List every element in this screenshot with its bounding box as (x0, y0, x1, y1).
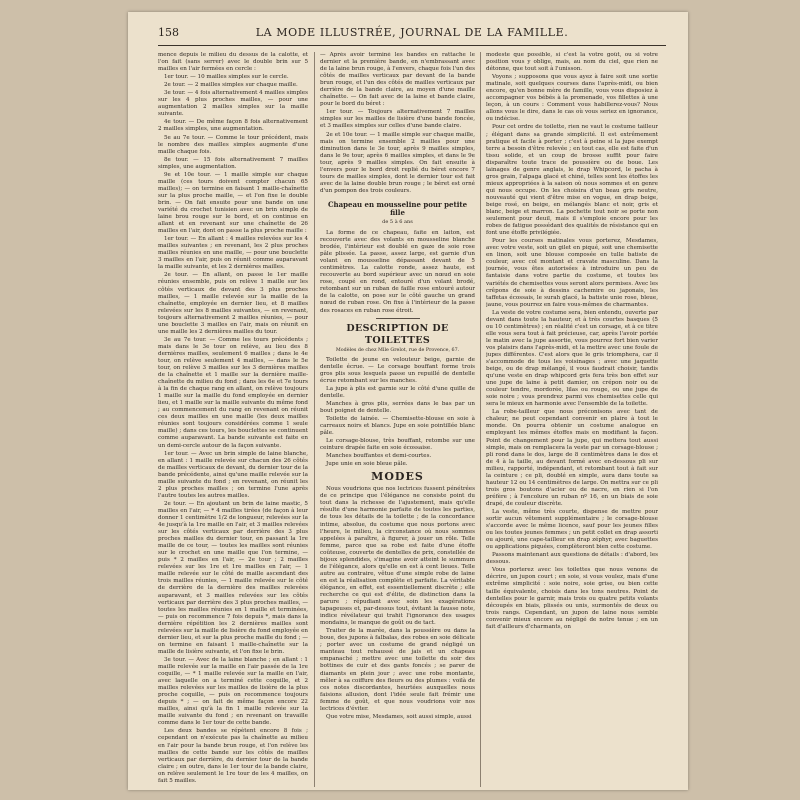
paragraph: modeste que possible, si c'est la votre goût, ou si votre position vous y oblige, mais, au nom du ciel, que rien ne détonne, que tout soit à l'unisson. (486, 52, 658, 73)
column-divider (480, 52, 481, 787)
paragraph: La robe-tailleur que nous préconisons avec tant de chaleur, ne peut cependant convenir en plaire à tout le monde. On pourra obtenir un costume analogue en employant les mêmes étoffes mais en modifiant la façon. Point de changement pour la jupe, qui mettera tout aussi simple, mais on remplacera la veste par un corsage-blouse ; pli rond dans le dos, large de 8 centimètres dans le dos et de 4 à la taille, au devant formé avec en-dessous pli sur milieu, rapporté, indépendant, et retombant tout à fait sur la ceinture ; ce pli, doublé en simple, aura dans toute sa hauteur 12 ou 14 centimètres de large. On mettra sur ce pli trois gros boutons d'acier ou de nacre, en rien si l'on préfère ; à l'encolure un ruban nº 16, en un biais de soie drapé, de couleur discrète. (486, 409, 658, 507)
section-divider (376, 318, 420, 319)
paragraph: Pour cet ordre de toilette, rien ne vaut le costume tailleur ; élégant dans sa grande simplicité. Il est extrêmement pratique et facile à porter ; c'est à peine si la jupe exempt terre a besoin d'être relevée ; en tout cas, elle est faite d'un tissu solide, et un coup de brosse suffit pour faire disparaître toute trace de poussière ou de boue. Les lainages de genre anglais, le drap Whipcord, le pacha à gros grain, l'alpaga glacé et chiné, telles sont les étoffes les mieux appropriées à la saison où nous sommes et en genre qui nous occupe. On les choisira d'un beau gris neutre, nouveauté qui vient d'être mise en vogue, en drap beige, beige rosé, en beige, en mélangés blanc et noir, gris et blanc, beige et marron. La pochette tout noir se porte non seulement pour deuil, mais il s'emploie encore pour les robes de fatigue possédant des qualités de résistance qui en font une étoffe privilégiée. (486, 124, 658, 237)
paragraph: Passons maintenant aux questions de détails : d'abord, les dessous. (486, 552, 658, 566)
paragraph: Traiter de la marée, dans la poussière ou dans la boue, des jupons à falbalas, des robes en soie délicate ; porter avec un costume de grand négligé un manteau tout rehaussé de jais et un chapeau empanaché ; mettre avec une toilette du soir des bottines de cuir et des gants foncés ; se parer de diamants en plein jour ; avec une robe montante, mêler à sa coiffure des fleurs ou des plumes : voilà de ces notes discordantes, heurtées auxquelles nous faisions allusion, dont l'idée seule fait frémir une femme de goût, et que nous voudrions voir nos lectrices d'éviter. (320, 628, 475, 712)
description-heading: DESCRIPTION DE TOILETTES (346, 322, 449, 346)
paragraph: La veste de votre costume sera, bien entendu, ouverte par devant dans toute la hauteur, et à très courtes basques (5 ou 10 centimètres) ; en réalité c'est un corsage, et à ce titre elle vous sera tout à fait précieuse, car, après l'avoir portée le matin avec la jupe assortie, vous pourrez fort bien varier vos plaisirs dans l'après-midi, et la mettre avec une foule de jupes différentes. C'est alors que le gris triomphera, car il s'accommode de tous les voisinages ; avec une jaquette beige, ou de drap mélangé, il vous faudrait choisir, tandis qu'une veste en drap whipcord gris fera très bon effet sur une jupe de laine à petit damier, on crépon noir ou de couleur tendre, mordorée, lilas ou rouge, ou une jupe de soie noire ; vous prendrez parmi vos chemisettes celle qui sera le mieux en harmonie avec l'ensemble de la toilette. (486, 309, 658, 408)
paragraph: La forme de ce chapeau, faite en laiton, est recouverte avec des volants en mousseline blanche brodée, l'intérieur est doublé en gaze de soie rose pâle plissée. La passe, assez large, est garnie d'un volant en mousseline dépassant devant de 5 centimètres. La calotte ronde, assez haute, est recouverte au bord supérieur avec un nœud en soie rose, coupé en rond, entouré d'un volant brodé, retombant sur un ruban de faille rose entouré autour de la calotte, on pose sur le côté gauche un grand nœud de ruban rose. On fixe à l'intérieur de la passe des rosaces en ruban rose étroit. (320, 229, 475, 314)
modes-heading: MODES (371, 470, 424, 484)
paragraph: La jupe à plis est garnie sur le côté d'une quille de dentelle. (320, 385, 475, 399)
paragraph: 1er tour. — Toujours alternativement 7 mailles simples sur les mailles de lisière d'une bande foncée, et 3 mailles simples sur celles d'une bande claire. (320, 109, 475, 130)
column-right (486, 52, 658, 787)
paragraph: 2e et 10e tour. — 1 maille simple sur chaque maille, mais on termine ensemble 2 mailles pour une diminution dans le 3e tour, après 9 mailles simples, dans le 9e tour, après 6 mailles simples, et dans le 9e tour, après 9 mailles simples. On fait ensuite à l'envers pour le bord droit replié du béret encore 7 tours de mailles simples, dont le dernier tour est fait avec de la laine double brun rouge ; le béret est orné d'un pompon des trois couleurs. (320, 131, 475, 194)
header-rule (158, 45, 666, 46)
paragraph: Manches à gros plis, serrées dans le bas par un bout poignet de dentelle. (320, 400, 475, 414)
column-divider (314, 52, 315, 787)
paragraph: Voyons ; supposons que vous ayez à faire soit une sortie matinale, soit quelques courses dans l'après-midi, ou bien encore, qu'en bonne mère de famille, vous vous disposiez à accompagner vos bébés à la promenade, vos fillettes à une leçon, à un cours : Comment vous habillerez-vous? Nous allons vous le dire, dans le cas où vous seriez en ignorance, ou indécise. (486, 74, 658, 123)
page-number: 158 (158, 26, 179, 39)
paragraph: Manches bouffantes et demi-courtes. (326, 453, 432, 460)
paragraph: 1er tour. — 10 mailles simples sur le cercle. (164, 74, 289, 81)
paragraph: Le corsage-blouse, très bouffant, retombe sur une ceinture drapée faite en soie écossaise. (320, 438, 475, 452)
paragraph: 2e tour. — En allant, on passe le 1er maille réunies ensemble, puis on relève 1 maille sur les côtés verticaux de devant des 3 plus proches mailles, — 1 maille relevée sur la maille de la chaînette, employée en dernier lieu, et 8 mailles relevées sur les 8 mailles suivantes, — en revenant, toujours alternativement 2 mailles réunies, — pour une bouclette 3 mailles en l'air, mais on réunit en une maille les 2 dernières mailles du tour. (158, 272, 308, 335)
paragraph: La veste, même très courte, dispense de mettre pour sortir aucun vêtement supplémentaire ; le corsage-blouse s'accorde avec le même licence, sauf pour les jeunes filles ou les toutes jeunes femmes ; un petit collet en drap assorti ou ajouré, une cape-tailleur en drap zéphyr, avec baguettes ou applications piquées, complèteront bien cette costume. (486, 509, 658, 551)
paragraph: 2e tour. — En ajoutant un brin de laine mastic, 5 mailles en l'air, — * 4 mailles tirées (de façon à leur donner 1 centimètre 1/2 de longueur, relevées sur la 4e jusqu'à la 1re maille en l'air, et 3 mailles relevées sur les côtés verticaux par derrière des 3 plus proches mailles du dernier tour, en passant la 1re maille de ce tour, — toutes les mailles sont réunies sur le crochet en une maille que l'on termine, — puis * 2 mailles en l'air, — 2e tour ; 2 mailles relevées sur les 1re et 1re mailles en l'air, — 1 maille relevée sur le côté de maille ascendant des trois mailles réunies, — 1 maille relevée sur le côté de derrière de la dernière des mailles relevées auparavant, et 3 mailles relevées sur les côtés verticaux par derrière des 3 plus proches mailles, — toutes les mailles réunies en 1 maille et terminées, — puis on recommence 7 fois depuis *, mais dans la dernière répétition les 2 dernières mailles sont relevées sur la maille de lisière du fond employée en dernier lieu, et sur la plus proche maille du fond ; — on termine en faisant 1 maille-chaînette sur la maille de lisière suivante, et l'on fixe le brin. (158, 500, 308, 655)
paragraph: 3e au 7e tour. — Comme les tours précédents ; mais dans le 3e tour on relève, au lieu des 8 dernières mailles, seulement 6 mailles ; dans le 4e tour, on relève seulement 4 mailles, — dans le 5e tour, on relève 3 mailles sur les 3 dernières mailles de la chaînette et 1 maille sur la dernière maille-chaînette du milieu du fond ; dans les 6e et 7e tours à la fin de chaque rang en allant, on relève toujours 1 maille sur la maille du fond employée en dernier lieu, et 1 maille sur la maille suivante du même fond ; au commencement du rang en revenant on réunit ces deux mailles en une maille (les deux mailles réunies sont toujours considérées comme 1 seule maille) ; dans ces tours, les bouclettes se continuent comme auparavant. La bande suivante est faite en un demi-cercle autour de la façon suivante. (158, 336, 308, 449)
paragraph: 3e tour. — Avec de la laine blanche ; en allant : 1 maille relevée sur la maille en l'air passée de la 1re coquille, — * 1 maille relevée sur la maille en l'air, avec laquelle on a terminé cette coquille, et 2 mailles relevées sur les mailles de lisière de la plus proche coquille, — puis on recommence toujours depuis * ; — on fait de même façon encore 22 mailles, ainsi qu'à la fin 1 maille relevée sur la maille suivante du fond ; en revenant on travaille comme dans le 1er tour de cette bande. (158, 656, 308, 727)
paragraph: 4e tour. — De même façon 8 fois alternativement 2 mailles simples, une augmentation. (158, 119, 308, 133)
model-credit: Modèles de chez Mlle Grelot, rue de Provence, 67. (335, 347, 460, 353)
paragraph: 2e tour. — 2 mailles simples sur chaque maille. (164, 82, 298, 89)
paragraph: Vous porterez avec les toilettes que nous venons de décrire, un jupon court ; en soie, si vous voulez, mais d'une extrême simplicité : soie noire, soie grise, ou bien cette taille équivalente, choisis dans les tons neutres. Point de dentelles pour le garnir, mais trois ou quatre petits volants découpés en biais, plissés ou unis, surmontés de deux ou trois rangs. Cependant, un jupon de laine nous semble convenir mieux encore au négligé de notre tenue ; en un fait d'ailleurs d'charmants, on (486, 567, 658, 630)
hat-article-subtitle: de 5 à 6 ans (382, 218, 413, 225)
paragraph: 8e tour. — 15 fois alternativement 7 mailles simples, une augmentation. (158, 156, 308, 170)
paragraph: 1er tour. — En allant : 4 mailles relevées sur les 4 mailles suivantes ; en revenant, les 2 plus proches mailles réunies en une maille, — pour une bouclette 3 mailles en l'air, puis on réunit comme auparavant la maille suivante, et les 2 dernières mailles. (158, 236, 308, 271)
page-header (158, 26, 666, 44)
paragraph: 9e et 10e tour. — 1 maille simple sur chaque maille (ces tours doivent compter chacun 65 mailles); — on termine en faisant 1 maille-chaînette sur la plus proche maille, — et l'on fixe le double brin. — On fait ensuite pour une bande on une variété du crochet tunisien avec un brin simple de laine brou rouge sur le bord, et on continue en allant et en revenant sur une chaînette de 26 mailles en l'air, dont on passe la plus proche maille : (158, 171, 308, 235)
hat-article-title: Chapeau en mousseline pour petite fille (327, 199, 468, 218)
journal-title: LA MODE ILLUSTRÉE, JOURNAL DE LA FAMILLE. (255, 26, 569, 39)
paragraph: Toilette de lainée. — Chemisette-blouse en soie à carreaux noirs et blancs. Jupe en soie pointillée blanc pâle. (320, 415, 475, 437)
newspaper-page (128, 12, 688, 790)
paragraph: mence depuis le milieu du dessus de la calotte, et l'on fait (sans serrer) avec le double brin sur 5 mailles en l'air fermées en cercle : (158, 52, 308, 73)
paragraph: Toilette de jeune en velouteur beige, garnie de dentelle écrue. — Le corsage bouffant forme trois gros plis sous lesquels passe un repuillé de dentelle écrue retombant sur les manches. (320, 356, 475, 384)
paragraph: Les deux bandes se répètent encore 8 fois ; cependant on n'exécute pas la chaînette au milieu en l'air pour la bande brun rouge, et l'on relève les mailles de cette bande sur les côtés de mailles verticaux par derrière, du dernier tour de la bande claire ; en outre, dans le 1er tour de la bande claire, on relève seulement le 1re tour de les 4 mailles, on fait 5 mailles. (158, 728, 308, 784)
paragraph: Nous voudrions que nos lectrices fussent pénétrées de ce principe que l'élégance ne consiste point du tout dans la richesse de l'ajustement, mais qu'elle résulte d'une harmonie parfaite de toutes les parties, de tous les détails de la toilette ; de la concordance intime, absolue, du costume que nous portons avec l'heure, le milieu, la circonstance où nous sommes appelées à paraître, à figurer, à jouer un rôle. Telle femme, parce que sa robe est faite d'une étoffe coûteuse, couverte de dentelles de prix, constellée de bijoux splendides, s'imagine avoir atteint le summum de l'élégance, alors qu'elle en est à cent lieues. Telle autre au contraire, vêtue d'une simple robe de laine en est la réalisation complète et parfaite. La véritable élégance, en effet, est essentiellement discrète ; elle recherche ce qui est d'élite, de distinction dans la parure ; répudiant avec soin les exagérations tapageuses et, par-dessus tout, évitant la fausse note, indice révélateur qui trahit l'ignorance des usages mondains, le manque de goût ou de tact. (320, 486, 475, 627)
column-middle (320, 52, 475, 787)
paragraph: 5e au 7e tour. — Comme le tour précédent, mais le nombre des mailles simples augmente d'une maille chaque fois. (158, 134, 308, 155)
paragraph: Que votre mise, Mesdames, soit aussi simple, aussi (326, 713, 472, 720)
paragraph: Pour les courses matinales vous porterez, Mesdames, avec votre veste, soit un gilet en piqué, soit une chemisette en linon, soit une blouse composée en tulle batiste de couleur, avec col montant et cravate masculine. Dans la journée, vous êtes autorisées à introduire un peu de fantaisie dans votre partie du costume, et toutes les variétés de chemisettes vous seront alors permises. Avec les crêpons de soie à dessins cachemire ou japonais, les taffetas écossais, le surah glacé, la batiste unie rose, bleue, jaune, vous pourrez en faire vous-mêmes de charmantes. (486, 238, 658, 308)
paragraph: 1er tour. — Avec un brin simple de laine blanche, en allant : 1 maille relevée sur chacun des 26 côtés de mailles verticaux de devant, du dernier tour de la bande précédente, ainsi qu'une maille relevée sur la maille suivante du fond ; en revenant, on réunit les 2 plus proches mailles ; on termine l'une après l'autre toutes les autres mailles. (158, 450, 308, 499)
column-left (158, 52, 308, 787)
paragraph: — Après avoir terminé les bandes en rattache le dernier et la première bande, en n'embrassant avec de la laine brun rouge, à l'envers, chaque fois l'un des côtés de mailles verticaux par devant de la bande brun rouge, et l'un des côtés de mailles verticaux par derrière de la bande claire, au moyen d'une maille chaînette. — On fait avec de la laine et bande claire, pour le bord du béret : (320, 52, 475, 108)
paragraph: Jupe unie en soie bleue pâle. (326, 461, 408, 468)
paragraph: 3e tour. — 4 fois alternativement 4 mailles simples sur les 4 plus proches mailles, — pour une augmentation 2 mailles simples sur la maille suivante. (158, 90, 308, 118)
